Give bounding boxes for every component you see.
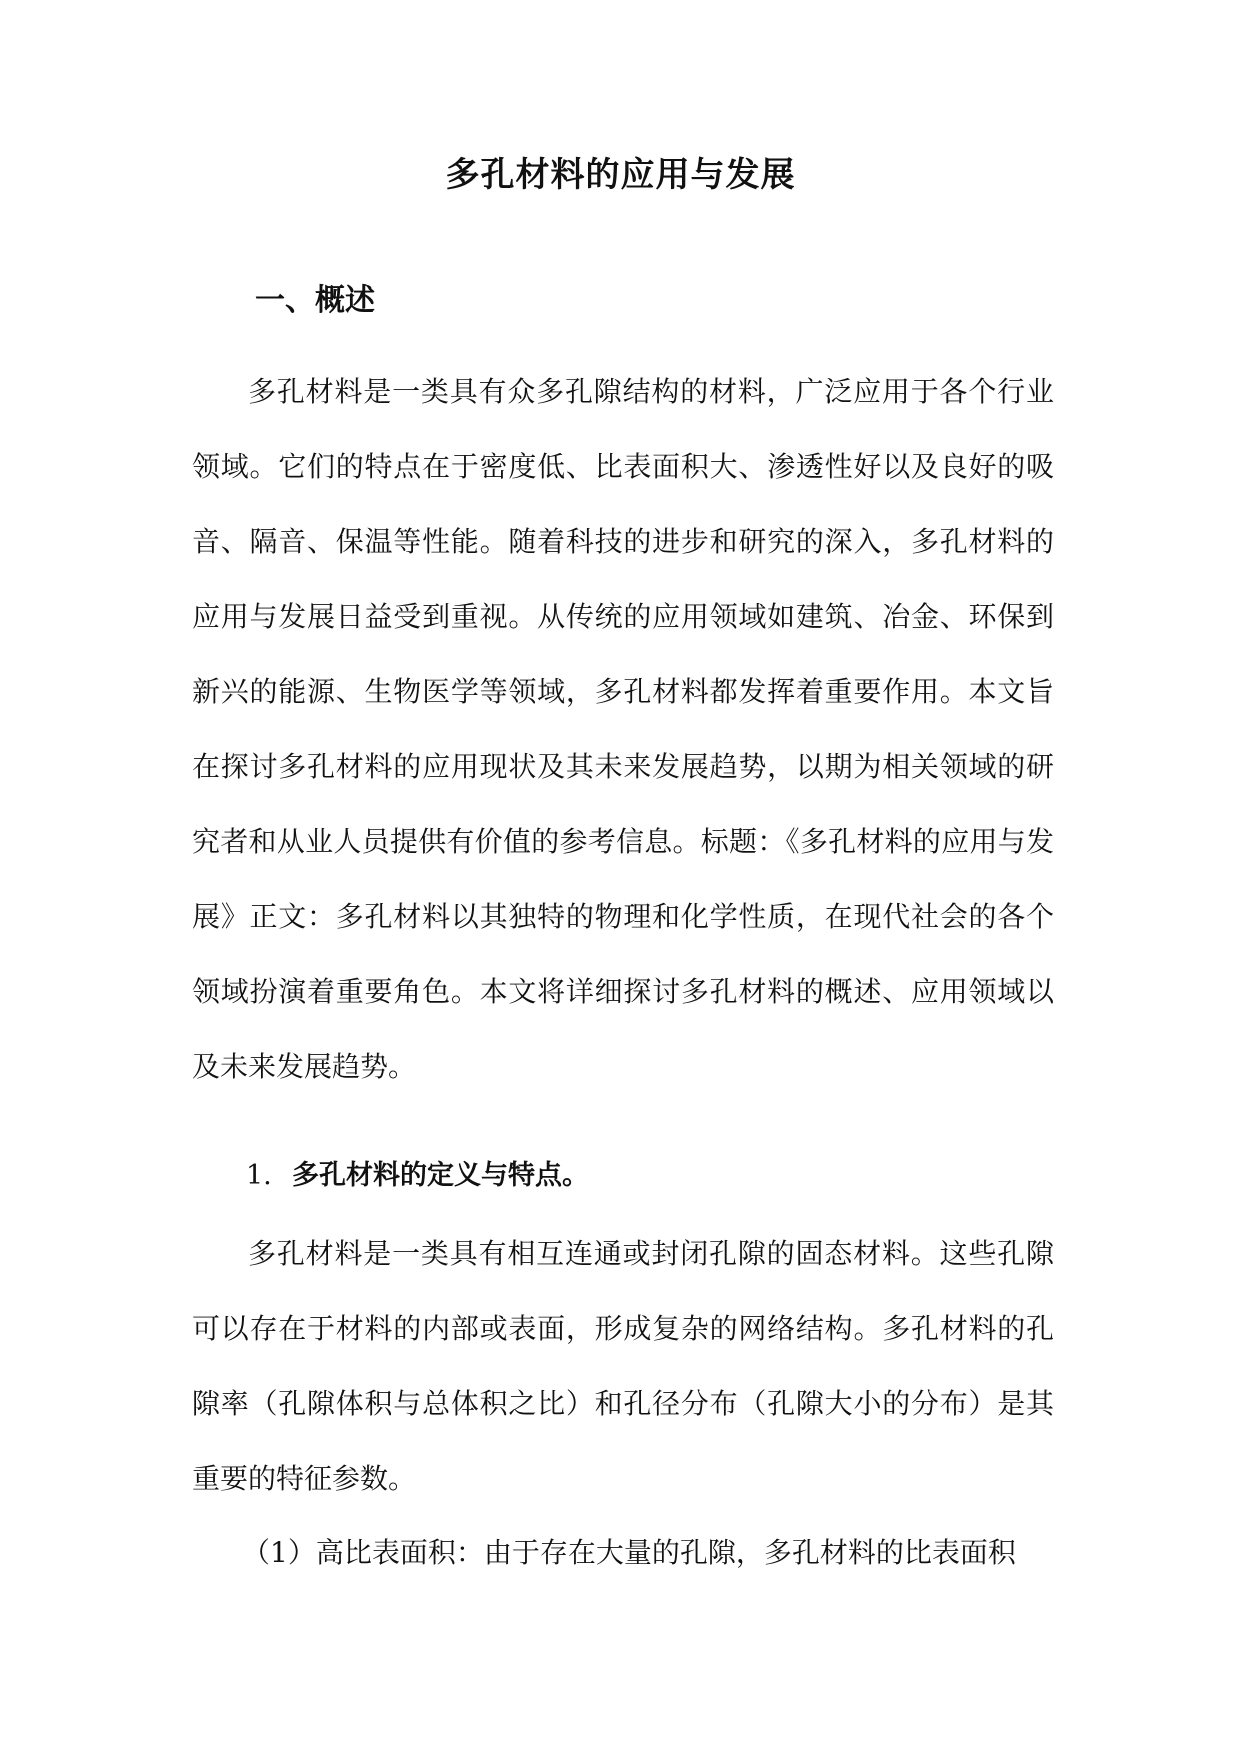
overview-paragraph: 多孔材料是一类具有众多孔隙结构的材料，广泛应用于各个行业领域。它们的特点在于密度低、比表面积大、渗透性好以及良好的吸音、隔音、保温等性能。随着科技的进步和研究的深入，多孔材料的应用与发展日益受到重视。从传统的应用领域如建筑、冶金、环保到新兴的能源、生物医学等领域，多孔材料都发挥着重要作用。本文旨在探讨多孔材料的应用现状及其未来发展趋势，以期为相关领域的研究者和从业人员提供有价值的参考信息。标题：《多孔材料的应用与发展》正文：多孔材料以其独特的物理和化学性质，在现代社会的各个领域扮演着重要角色。本文将详细探讨多孔材料的概述、应用领域以及未来发展趋势。 <box>192 375 1054 1083</box>
subsection-heading-text: 多孔材料的定义与特点。 <box>292 1160 589 1191</box>
document-title: 多孔材料的应用与发展 <box>445 155 796 195</box>
section-heading-overview: 一、概述 <box>255 283 375 318</box>
subsection-heading-definition <box>246 1153 589 1199</box>
subsection-number: 1. <box>246 1160 272 1191</box>
definition-paragraph: 多孔材料是一类具有相互连通或封闭孔隙的固态材料。这些孔隙可以存在于材料的内部或表面，形成复杂的网络结构。多孔材料的孔隙率（孔隙体积与总体积之比）和孔径分布（孔隙大小的分布）是其重要的特征参数。 <box>192 1237 1054 1495</box>
feature-item-1: （1）高比表面积：由于存在大量的孔隙，多孔材料的比表面积 <box>242 1536 1016 1569</box>
